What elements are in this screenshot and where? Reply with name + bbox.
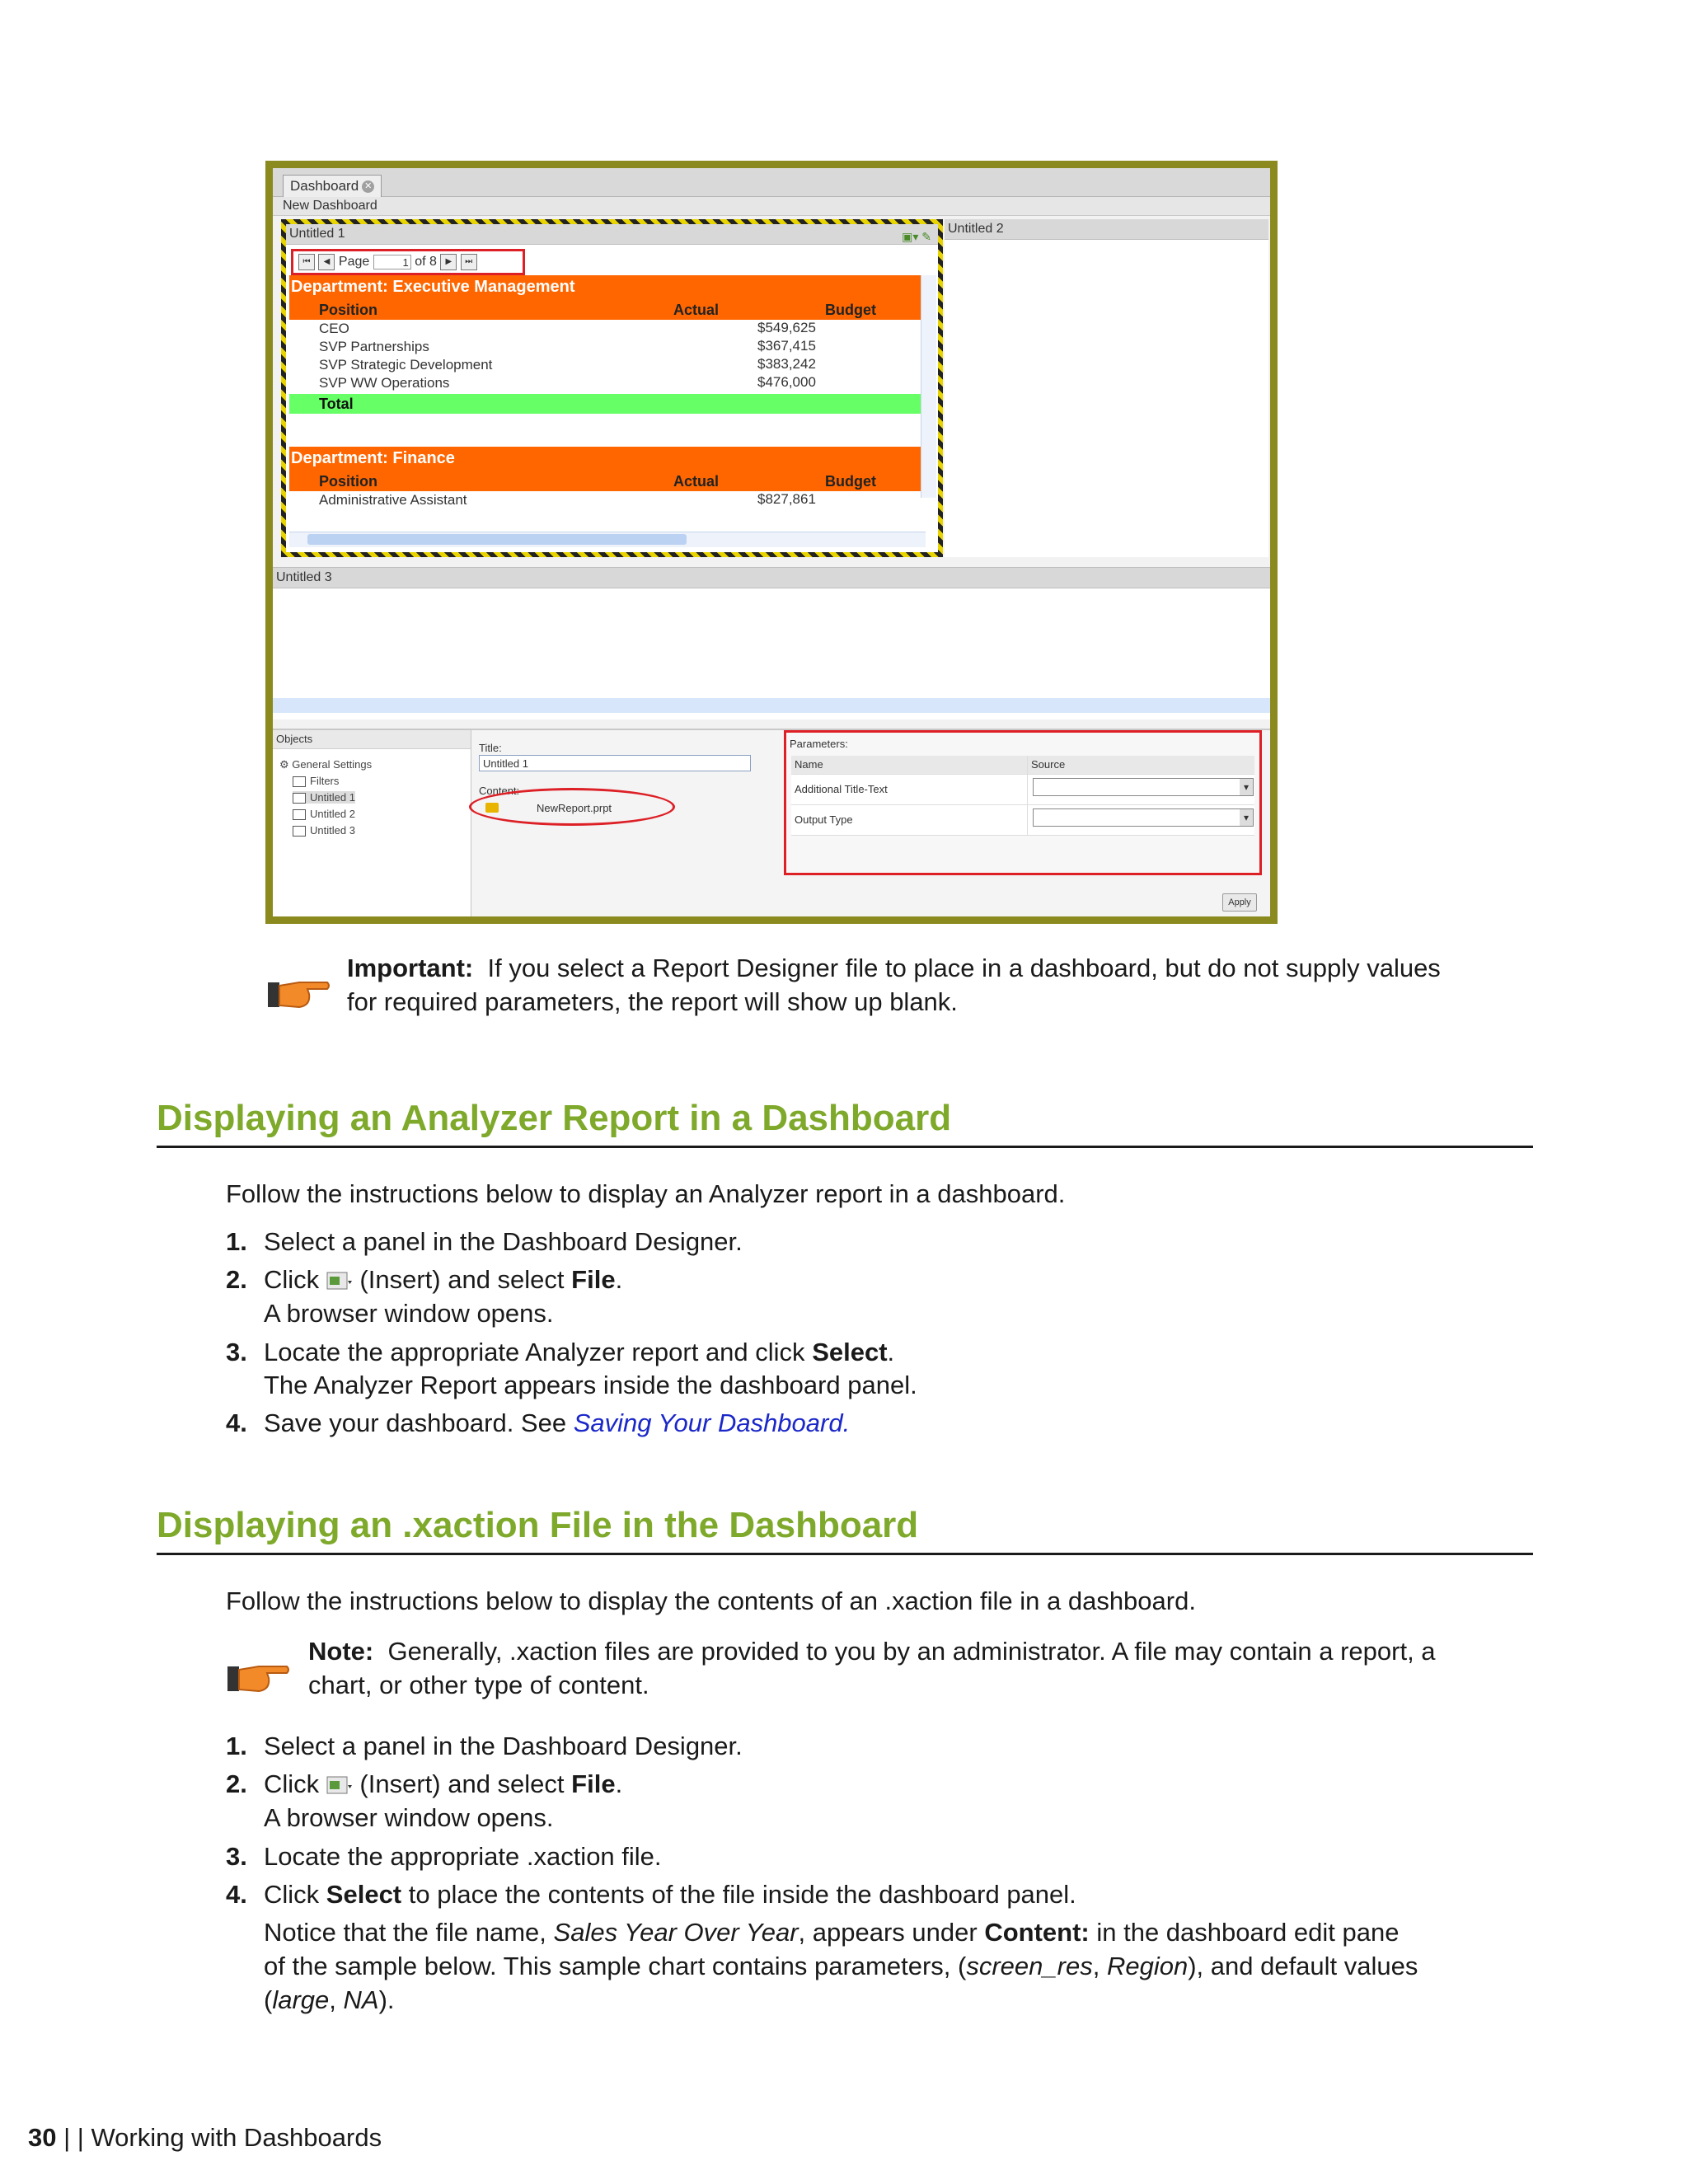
title-label: Title: bbox=[479, 742, 502, 754]
intro-text: Follow the instructions below to display an Analyzer report in a dashboard. bbox=[226, 1179, 1066, 1208]
tree-item-filters[interactable] bbox=[293, 775, 339, 787]
param-name: Output Type bbox=[795, 813, 853, 826]
notice-line-3: (large, NA). bbox=[264, 1985, 395, 2014]
table-row: CEO bbox=[319, 321, 349, 336]
table-row: SVP Strategic Development bbox=[319, 357, 493, 373]
panel-untitled-2[interactable] bbox=[945, 219, 1268, 557]
col-position: Position bbox=[319, 302, 377, 318]
important-label: Important: bbox=[347, 954, 474, 982]
tab-label: Dashboard bbox=[290, 178, 359, 194]
filter-icon bbox=[293, 776, 306, 787]
page-input[interactable]: 1 bbox=[373, 255, 411, 269]
col-source: Source bbox=[1027, 756, 1251, 774]
step-bold: File bbox=[571, 1265, 616, 1294]
actual-value: $476,000 bbox=[757, 374, 816, 390]
param-source-cell bbox=[1027, 805, 1251, 835]
tab-dashboard[interactable] bbox=[283, 175, 382, 197]
page-footer bbox=[28, 2123, 382, 2153]
department-header bbox=[289, 447, 922, 491]
step-post: . bbox=[615, 1769, 623, 1798]
step-result: The Analyzer Report appears inside the dashboard panel. bbox=[264, 1371, 917, 1399]
page-number: 30 bbox=[28, 2123, 57, 2152]
tree-label: Untitled 3 bbox=[310, 824, 355, 837]
pointing-hand-icon bbox=[226, 1657, 290, 1696]
heading-rule bbox=[157, 1146, 1533, 1148]
pointing-hand-icon bbox=[266, 972, 331, 1012]
horizontal-scrollbar[interactable] bbox=[289, 532, 926, 547]
step-number: 4. bbox=[226, 1408, 247, 1437]
important-note bbox=[347, 951, 1441, 1019]
intro-text: Follow the instructions below to display the contents of an .xaction file in a dashboard. bbox=[226, 1586, 1196, 1615]
parameters-grid bbox=[791, 756, 1254, 836]
column-headers bbox=[289, 300, 922, 320]
step-pre: Click bbox=[264, 1880, 320, 1909]
objects-label: Objects bbox=[273, 730, 471, 749]
step-mid: (Insert) and select bbox=[359, 1769, 565, 1798]
parameters-label: Parameters: bbox=[790, 738, 848, 750]
tree-item-untitled-2[interactable] bbox=[293, 808, 355, 820]
insert-icon bbox=[326, 1271, 353, 1291]
tree-item-untitled-1[interactable] bbox=[293, 791, 355, 804]
panel-untitled-3[interactable] bbox=[273, 567, 1270, 719]
first-page-icon[interactable]: ⏮ bbox=[298, 254, 315, 270]
default-value: large bbox=[272, 1985, 330, 2014]
notice-line-1: Notice that the file name, Sales Year Over Year, appears under Content: in the dashboard edit pane bbox=[264, 1918, 1400, 1947]
tree-label: Untitled 1 bbox=[310, 791, 355, 804]
source-select[interactable] bbox=[1033, 808, 1254, 827]
total-row: Total bbox=[289, 394, 922, 414]
param-name: Region bbox=[1106, 1952, 1189, 1980]
note-text-line2: chart, or other type of content. bbox=[308, 1671, 649, 1699]
section-heading: Displaying an Analyzer Report in a Dashboard bbox=[157, 1098, 952, 1138]
step-number: 1. bbox=[226, 1732, 247, 1760]
department-title: Department: Finance bbox=[291, 449, 455, 467]
tab-bar bbox=[273, 168, 1270, 197]
table-row: SVP WW Operations bbox=[319, 375, 450, 391]
actual-value: $367,415 bbox=[757, 338, 816, 354]
param-name: screen_res bbox=[966, 1952, 1093, 1980]
col-budget: Budget bbox=[825, 302, 876, 318]
content-file[interactable]: NewReport.prpt bbox=[537, 802, 612, 814]
panel-title: Untitled 2 bbox=[945, 219, 1268, 240]
footer-text: | | Working with Dashboards bbox=[63, 2123, 382, 2152]
step-number: 2. bbox=[226, 1265, 247, 1294]
note-label: Note: bbox=[308, 1637, 374, 1666]
dashboard-edit-pane bbox=[273, 729, 1270, 916]
department-title: Department: Executive Management bbox=[291, 278, 575, 296]
dashboard-screenshot bbox=[265, 161, 1278, 924]
section-heading: Displaying an .xaction File in the Dashboard bbox=[157, 1505, 919, 1545]
objects-panel bbox=[273, 730, 471, 916]
step-text bbox=[264, 1335, 894, 1369]
col-budget: Budget bbox=[825, 473, 876, 490]
step-bold: Select bbox=[326, 1880, 402, 1909]
actual-value: $383,242 bbox=[757, 356, 816, 372]
prev-page-icon[interactable]: ◀ bbox=[318, 254, 335, 270]
note-text: Generally, .xaction files are provided to you by an administrator. A file may contain a report, a bbox=[387, 1637, 1436, 1666]
scroll-thumb[interactable] bbox=[307, 534, 687, 545]
apply-button[interactable]: Apply bbox=[1222, 893, 1257, 912]
insert-icon[interactable]: ▣▾ ✎ bbox=[902, 230, 931, 243]
step-number: 3. bbox=[226, 1338, 247, 1366]
column-headers bbox=[289, 471, 922, 491]
panel-icon bbox=[293, 809, 306, 820]
step-pre: Save your dashboard. See bbox=[264, 1408, 567, 1437]
important-text: If you select a Report Designer file to place in a dashboard, but do not supply values bbox=[487, 954, 1441, 982]
notice-line-2: of the sample below. This sample chart contains parameters, (screen_res, Region), and default values bbox=[264, 1952, 1418, 1980]
step-result: A browser window opens. bbox=[264, 1803, 554, 1832]
step-post: . bbox=[842, 1408, 851, 1437]
step-post: to place the contents of the file inside the dashboard panel. bbox=[408, 1880, 1076, 1909]
last-page-icon[interactable]: ⏭ bbox=[461, 254, 477, 270]
page-label: Page bbox=[338, 255, 370, 269]
folder-icon bbox=[485, 803, 499, 813]
step-pre: Click bbox=[264, 1265, 320, 1294]
step-text: Select a panel in the Dashboard Designer. bbox=[264, 1227, 743, 1256]
note-callout bbox=[308, 1634, 1436, 1702]
step-text: Select a panel in the Dashboard Designer. bbox=[264, 1732, 743, 1760]
tree-label: General Settings bbox=[292, 758, 373, 771]
step-pre: Locate the appropriate Analyzer report and click bbox=[264, 1338, 805, 1366]
heading-rule bbox=[157, 1553, 1533, 1555]
file-name: Sales Year Over Year bbox=[553, 1918, 799, 1947]
step-text: Locate the appropriate .xaction file. bbox=[264, 1842, 662, 1871]
step-result: A browser window opens. bbox=[264, 1299, 554, 1328]
col-actual: Actual bbox=[673, 473, 720, 490]
grid-header bbox=[791, 756, 1254, 775]
tree-label: Untitled 2 bbox=[310, 808, 355, 820]
important-text-line2: for required parameters, the report will show up blank. bbox=[347, 987, 958, 1016]
saving-dashboard-link[interactable]: Saving Your Dashboard bbox=[573, 1408, 843, 1437]
panel-title: Untitled 3 bbox=[273, 568, 1270, 588]
vertical-scrollbar[interactable] bbox=[921, 275, 936, 498]
step-number: 3. bbox=[226, 1842, 247, 1871]
source-select[interactable] bbox=[1033, 778, 1254, 796]
content-label: Content: bbox=[479, 785, 520, 797]
step-text bbox=[264, 1767, 622, 1801]
step-number: 1. bbox=[226, 1227, 247, 1256]
step-post: . bbox=[615, 1265, 623, 1294]
step-text bbox=[264, 1263, 622, 1296]
default-value: NA bbox=[343, 1985, 379, 2014]
page-count: of 8 bbox=[415, 255, 437, 269]
tree-item-untitled-3[interactable] bbox=[293, 824, 355, 837]
title-input[interactable]: Untitled 1 bbox=[479, 755, 751, 771]
param-row bbox=[791, 805, 1254, 836]
close-icon[interactable]: ✕ bbox=[362, 180, 374, 193]
department-header bbox=[289, 275, 922, 320]
actual-value: $549,625 bbox=[757, 320, 816, 335]
param-name: Additional Title-Text bbox=[795, 783, 888, 795]
parameters-panel bbox=[784, 730, 1262, 875]
horizontal-scrollbar[interactable] bbox=[273, 698, 1270, 713]
pager bbox=[291, 249, 525, 275]
step-bold: File bbox=[571, 1769, 616, 1798]
step-number: 4. bbox=[226, 1880, 247, 1909]
tree-label: Filters bbox=[310, 775, 340, 787]
param-source-cell bbox=[1027, 775, 1251, 804]
actual-value: $827,861 bbox=[757, 491, 816, 507]
dashboard-name: New Dashboard bbox=[273, 197, 1270, 216]
param-row bbox=[791, 775, 1254, 805]
content-label: Content: bbox=[984, 1918, 1090, 1947]
panel-title: Untitled 1 bbox=[289, 227, 345, 241]
panel-untitled-1[interactable] bbox=[281, 219, 943, 557]
step-number: 2. bbox=[226, 1769, 247, 1798]
table-row: Administrative Assistant bbox=[319, 492, 467, 508]
next-page-icon[interactable]: ▶ bbox=[440, 254, 457, 270]
panel-icon bbox=[293, 793, 306, 804]
step-mid: (Insert) and select bbox=[359, 1265, 565, 1294]
panel-icon bbox=[293, 826, 306, 837]
step-post: . bbox=[887, 1338, 895, 1366]
col-name: Name bbox=[795, 758, 823, 771]
panel-header bbox=[286, 224, 938, 245]
col-actual: Actual bbox=[673, 302, 720, 318]
tree-item-general-settings[interactable]: ⚙ General Settings bbox=[279, 758, 373, 771]
step-pre: Click bbox=[264, 1769, 320, 1798]
col-position: Position bbox=[319, 473, 377, 490]
step-bold: Select bbox=[812, 1338, 888, 1366]
step-text bbox=[264, 1877, 1076, 1911]
insert-icon bbox=[326, 1775, 353, 1795]
step-text bbox=[264, 1406, 850, 1440]
table-row: SVP Partnerships bbox=[319, 339, 429, 354]
